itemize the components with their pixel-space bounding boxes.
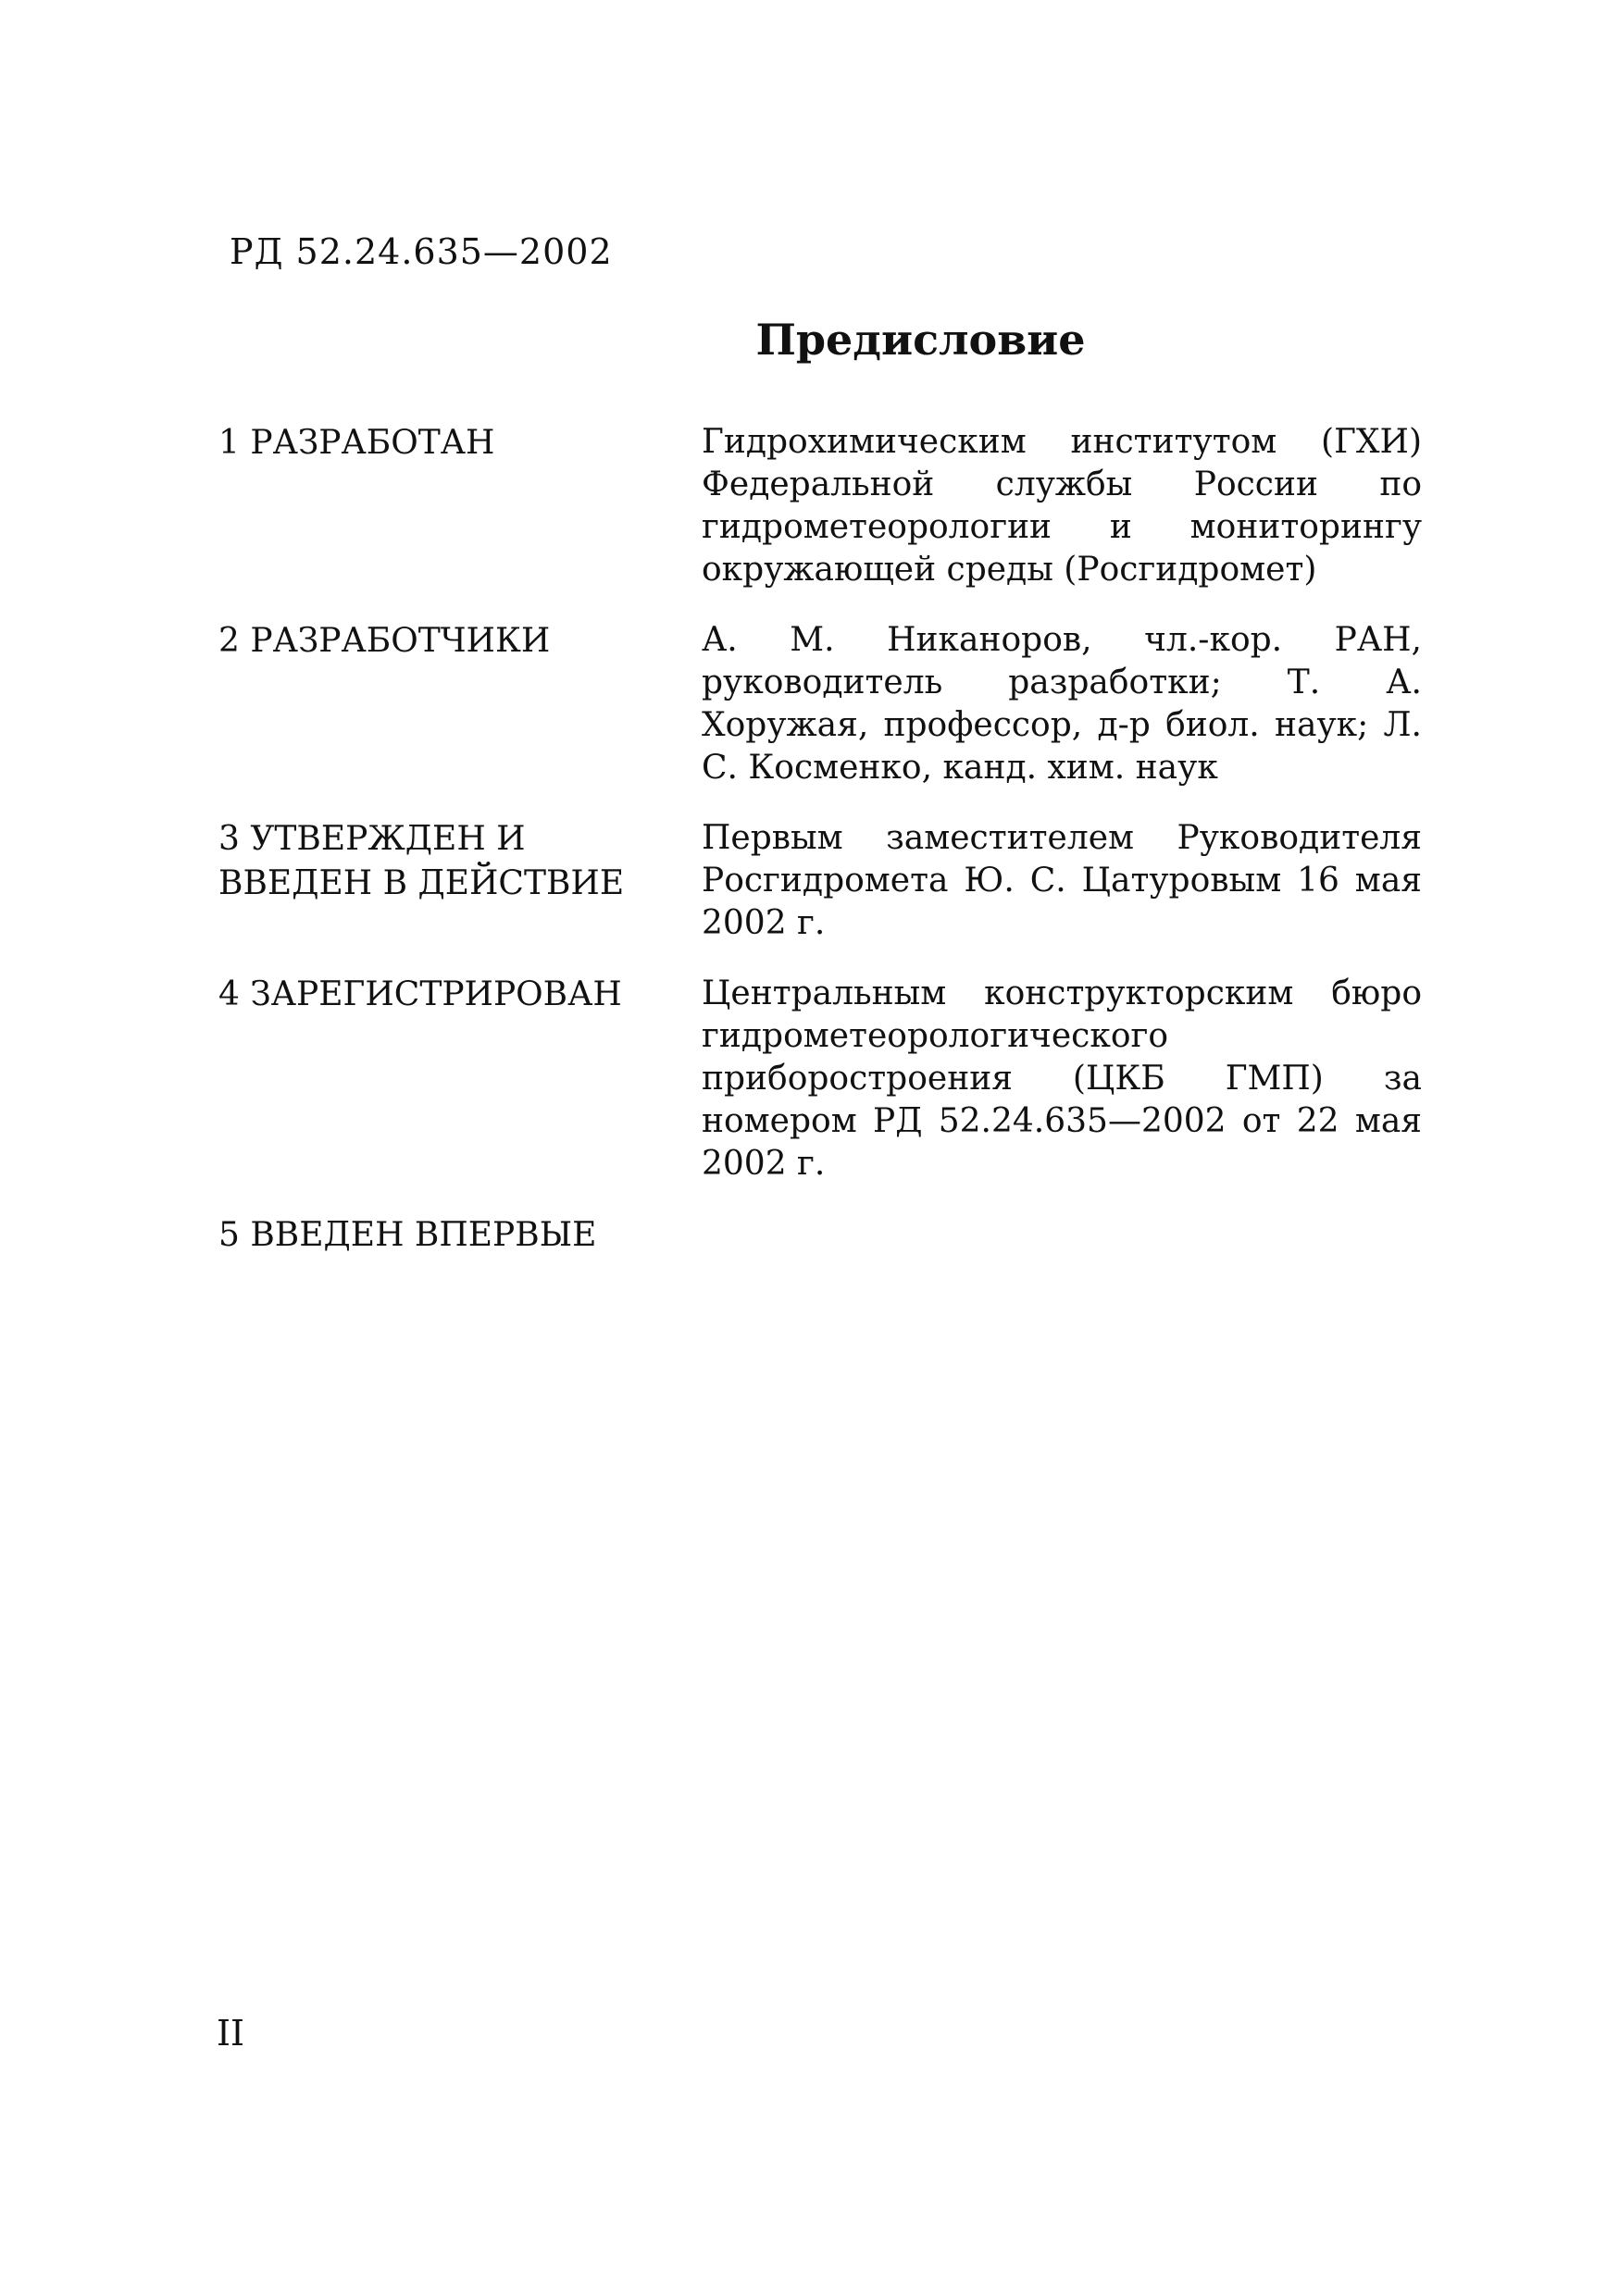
foreword-item-label: 5 ВВЕДЕН ВПЕРВЫЕ: [218, 1216, 597, 1254]
foreword-item-label: 1 РАЗРАБОТАН: [218, 424, 495, 462]
foreword-item-value: Первым заместителем Руководителя Росгидромета Ю. С. Цатуровым 16 мая 2002 г.: [702, 819, 1422, 942]
foreword-item-developed: [218, 421, 1431, 591]
foreword-item-label: 2 РАЗРАБОТЧИКИ: [218, 622, 551, 660]
foreword-item-developers: [218, 619, 1431, 789]
foreword-list: [218, 421, 1431, 1285]
foreword-item-approved: [218, 817, 1431, 945]
foreword-item-value: А. М. Никаноров, чл.-кор. РАН, руководитель разработки; Т. А. Хоружая, профессор, д-р биол. наук; Л. С. Косменко, канд. хим. наук: [702, 621, 1422, 787]
document-code: РД 52.24.635—2002: [230, 231, 613, 272]
foreword-item-registered: [218, 973, 1431, 1185]
page-title: Предисловие: [755, 315, 1086, 365]
foreword-item-label: 4 ЗАРЕГИСТРИРОВАН: [218, 975, 622, 1013]
foreword-item-label: 3 УТВЕРЖДЕН И ВВЕДЕН В ДЕЙСТВИЕ: [218, 820, 625, 902]
foreword-item-value: [702, 1213, 1422, 1258]
foreword-item-value: Центральным конструкторским бюро гидрометеорологического приборостроения (ЦКБ ГМП) за номером РД 52.24.635—2002 от 22 мая 2002 г.: [702, 974, 1422, 1183]
page-number: II: [217, 2013, 245, 2054]
foreword-item-first-introduced: [218, 1213, 1431, 1258]
foreword-item-value: Гидрохимическим институтом (ГХИ) Федеральной службы России по гидрометеорологии и мониторингу окружающей среды (Росгидромет): [702, 423, 1422, 589]
